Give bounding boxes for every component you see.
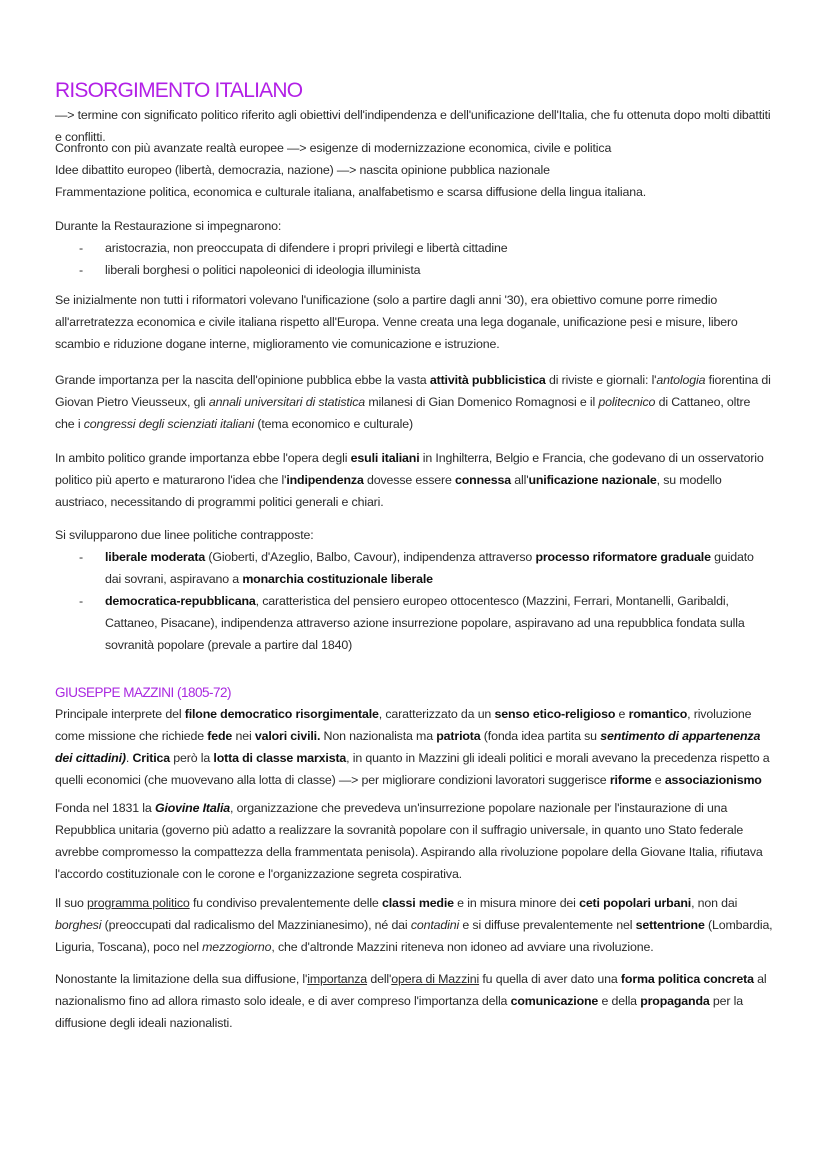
text-run: , caratterizzato da un (378, 707, 495, 721)
paragraph-esuli (55, 447, 773, 513)
text-run: —> termine con significato politico riferito agli obiettivi dell'indipendenza e dell'unificazione dell'Italia, che fu ottenuta dopo molti dibattiti e conflitti. (55, 108, 771, 144)
text-run: Non nazionalista ma (320, 729, 437, 743)
text-run: , non dai (691, 896, 738, 910)
text-run: Grande importanza per la nascita dell'opinione pubblica ebbe la vasta (55, 373, 430, 387)
list-item (55, 259, 773, 281)
text-run: (tema economico e culturale) (254, 417, 413, 431)
paragraph-giovine-italia (55, 797, 773, 885)
text-line (55, 181, 773, 203)
text-run: di Cattaneo, oltre che i (55, 395, 751, 431)
text-run: e in misura minore dei (453, 896, 580, 910)
text-run: Durante la Restaurazione si impegnarono: (55, 219, 282, 233)
text-run: guidato dai sovrani, aspiravano a (105, 550, 754, 586)
text-run: mezzogiorno (202, 940, 272, 954)
paragraph-text (55, 369, 773, 435)
text-run: senso etico-religioso (494, 707, 616, 721)
text-run: e si diffuse prevalentemente nel (459, 918, 636, 932)
text-run: fu quella di aver dato una (479, 972, 621, 986)
text-run: democratica-repubblicana (105, 594, 256, 608)
paragraph-text (55, 524, 773, 546)
text-run: , rivoluzione come missione che richiede (55, 707, 752, 743)
text-run: però la (169, 751, 214, 765)
paragraph-text (55, 797, 773, 885)
text-run: (Gioberti, d'Azeglio, Balbo, Cavour), indipendenza attraverso (205, 550, 536, 564)
paragraph-text (55, 447, 773, 513)
text-run: riforme (609, 773, 652, 787)
text-run: importanza (307, 972, 368, 986)
text-run: antologia (656, 373, 706, 387)
text-run: Si svilupparono due linee politiche contrapposte: (55, 528, 314, 542)
text-run: (fonda idea partita su (480, 729, 601, 743)
text-run: settentrione (635, 918, 705, 932)
text-run: milanesi di Gian Domenico Romagnosi e il (365, 395, 599, 409)
text-run: classi medie (381, 896, 454, 910)
text-run: Nonostante la limitazione della sua diffusione, l' (55, 972, 308, 986)
text-run: comunicazione (510, 994, 599, 1008)
text-run: fiorentina di Giovan Pietro Vieusseux, gli (55, 373, 771, 409)
text-run: per la diffusione degli ideali nazionalisti. (55, 994, 744, 1030)
text-run: processo riformatore graduale (535, 550, 711, 564)
bullet-list (55, 237, 773, 281)
paragraph-restaurazione (55, 215, 773, 281)
section-heading-mazzini: GIUSEPPE MAZZINI (1805-72) (55, 685, 232, 700)
paragraph-importanza (55, 968, 773, 1034)
text-run: In ambito politico grande importanza ebbe l'opera degli (55, 451, 351, 465)
text-run: liberali borghesi o politici napoleonici di ideologia illuminista (105, 263, 421, 277)
text-run: fu condiviso prevalentemente delle (189, 896, 382, 910)
text-run: Principale interprete del (55, 707, 185, 721)
text-run: Confronto con più avanzate realtà europee —> esigenze di modernizzazione economica, civile e politica (55, 141, 612, 155)
text-run: Se inizialmente non tutti i riformatori volevano l'unificazione (solo a partire dagli anni '30), era obiettivo comune porre rimedio all'arretratezza economica e civile italiana rispetto all'Europa. Venne creata una lega doganale, unificazione pesi e misure, libero scambio e riduzione dogane interne, miglioramento vie comunicazione e istruzione. (55, 293, 738, 351)
text-run: Frammentazione politica, economica e culturale italiana, analfabetismo e scarsa diffusione della lingua italiana. (55, 185, 646, 199)
text-run: ceti popolari urbani (579, 896, 692, 910)
text-run: connessa (455, 473, 511, 487)
text-run: dell' (367, 972, 392, 986)
page-title: RISORGIMENTO ITALIANO (55, 79, 303, 102)
text-run: programma politico (87, 896, 190, 910)
text-line (55, 137, 773, 159)
text-run: dovesse essere (363, 473, 455, 487)
paragraph-text (55, 703, 773, 791)
text-run: nei (232, 729, 255, 743)
text-run: esuli italiani (350, 451, 420, 465)
text-run: monarchia costituzionale liberale (242, 572, 433, 586)
text-run: attività pubblicistica (429, 373, 546, 387)
paragraph-context (55, 137, 773, 203)
text-run: patriota (436, 729, 481, 743)
paragraph-mazzini-intro (55, 683, 773, 791)
text-run: sentimento di appartenenza dei cittadini) (55, 729, 761, 765)
paragraph-text (55, 215, 773, 237)
text-run: e (615, 707, 629, 721)
text-run: Giovine Italia (154, 801, 230, 815)
text-run: lotta di classe marxista (213, 751, 347, 765)
text-run: (Lombardia, Liguria, Toscana), poco nel (55, 918, 773, 954)
text-run: congressi degli scienziati italiani (83, 417, 255, 431)
text-run: fede (207, 729, 233, 743)
text-run: romantico (628, 707, 688, 721)
paragraph-riformatori (55, 289, 773, 355)
text-run: opera di Mazzini (391, 972, 480, 986)
text-run: propaganda (640, 994, 710, 1008)
text-run: valori civili. (254, 729, 321, 743)
text-run: , organizzazione che prevedeva un'insurrezione popolare nazionale per l'instaurazione di una Repubblica unitaria (governo più adatto a realizzare la sovranità popolare con il suffragio universale, in quanto uno Stato federale avrebbe compromesso la compattezza della frammentata penisola). Aspirando alla rivoluzione popolare della Giovane Italia, rifiutava l'accordo costituzionale con le corone e l'organizzazione segreta cospirativa. (55, 801, 763, 881)
text-run: e (651, 773, 665, 787)
paragraph-pubblicistica (55, 369, 773, 435)
text-run: di riviste e giornali: l' (545, 373, 657, 387)
text-run: indipendenza (286, 473, 364, 487)
text-run: , che d'altronde Mazzini riteneva non idoneo ad avviare una rivoluzione. (271, 940, 654, 954)
paragraph-text (55, 892, 773, 958)
text-run: al nazionalismo fino ad allora rimasto solo ideale, e di aver compreso l'importanza della (55, 972, 767, 1008)
text-run: borghesi (55, 918, 102, 932)
text-run: all' (510, 473, 529, 487)
text-run: forma politica concreta (620, 972, 754, 986)
paragraph-text (55, 968, 773, 1034)
text-run: Fonda nel 1831 la (55, 801, 155, 815)
text-run: , su modello austriaco, necessitando di programmi politici generali e chiari. (55, 473, 722, 509)
text-run: Critica (132, 751, 170, 765)
text-run: contadini (410, 918, 460, 932)
paragraph-linee (55, 524, 773, 656)
text-run: aristocrazia, non preoccupata di difendere i propri privilegi e libertà cittadine (105, 241, 508, 255)
text-run: (preoccupati dal radicalismo del Mazzinianesimo), né dai (101, 918, 411, 932)
paragraph-text (55, 289, 773, 355)
text-run: Idee dibattito europeo (libertà, democrazia, nazione) —> nascita opinione pubblica nazionale (55, 163, 550, 177)
paragraph-programma (55, 892, 773, 958)
text-run: liberale moderata (105, 550, 206, 564)
text-run: e della (598, 994, 641, 1008)
list-item (55, 237, 773, 259)
text-run: unificazione nazionale (528, 473, 657, 487)
text-run: filone democratico risorgimentale (184, 707, 379, 721)
list-item (55, 546, 773, 590)
text-line (55, 159, 773, 181)
text-run: in Inghilterra, Belgio e Francia, che godevano di un osservatorio politico più aperto e maturarono l'idea che l' (55, 451, 764, 487)
list-item (55, 590, 773, 656)
text-run: associazionismo (664, 773, 762, 787)
text-run: . (125, 751, 133, 765)
text-run: annali universitari di statistica (208, 395, 366, 409)
bullet-list (55, 546, 773, 656)
text-run: , caratteristica del pensiero europeo ottocentesco (Mazzini, Ferrari, Montanelli, Garibaldi, Cattaneo, Pisacane), indipendenza attraverso azione insurrezione popolare, aspiravano ad una repubblica fondata sulla sovranità popolare (prevale a partire dal 1840) (105, 594, 745, 652)
text-run: Il suo (55, 896, 88, 910)
text-run: politecnico (598, 395, 656, 409)
text-run: , in quanto in Mazzini gli ideali politici e morali avevano la precedenza rispetto a quelli economici (che muovevano alla lotta di classe) —> per migliorare condizioni lavoratori suggerisce (55, 751, 770, 787)
